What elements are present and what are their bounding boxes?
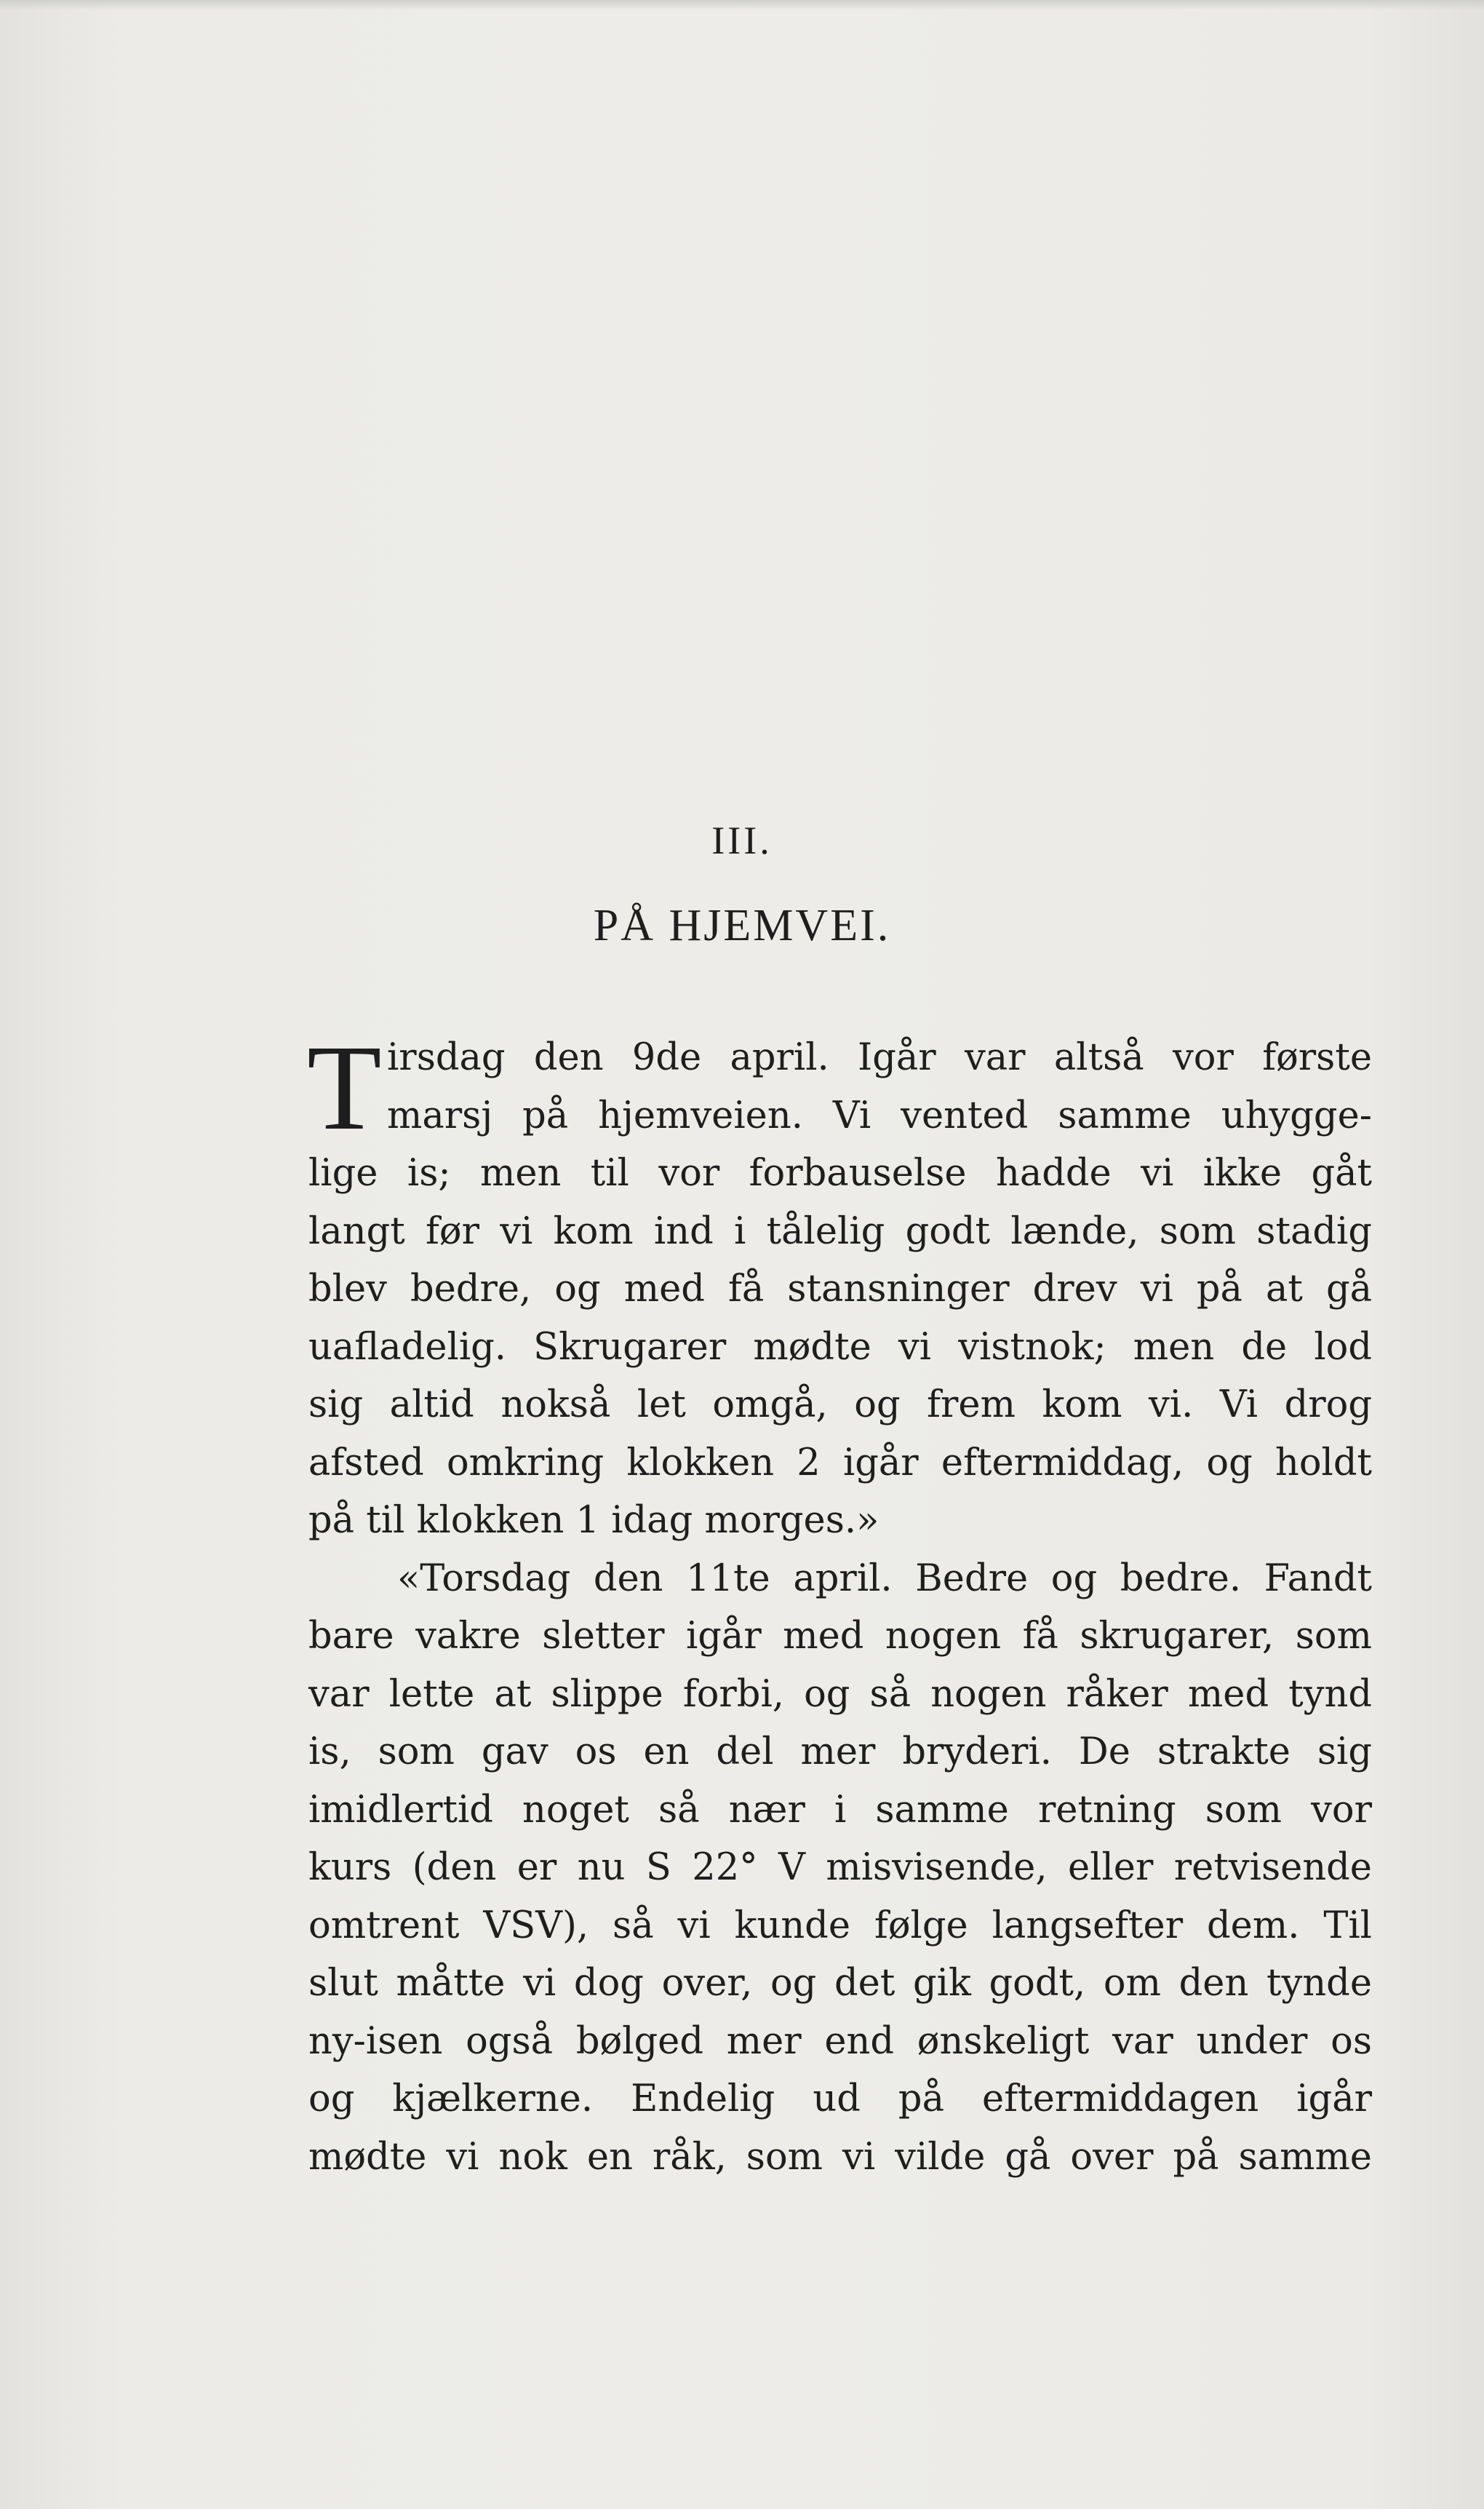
text-line-18: ny-isen også bølged mer end ønskeligt var under os — [308, 2019, 1372, 2063]
chapter-title: PÅ HJEMVEI. — [593, 901, 891, 950]
text-line-7: sig altid nokså let omgå, og frem kom vi. Vi drog — [308, 1383, 1372, 1426]
text-line-15: kurs (den er nu S 22° V misvisende, eller retvisende — [308, 1846, 1372, 1889]
text-line-4: langt før vi kom ind i tålelig godt lænde, som stadig — [308, 1209, 1372, 1253]
text-line-6: uafladelig. Skrugarer mødte vi vistnok; men de lod — [308, 1325, 1372, 1369]
text-line-19: og kjælkerne. Endelig ud på eftermiddagen igår — [308, 2077, 1372, 2120]
text-line-11: bare vakre sletter igår med nogen få skrugarer, som — [308, 1615, 1372, 1658]
text-line-1: irsdag den 9de april. Igår var altså vor første — [387, 1036, 1372, 1079]
text-line-20: mødte vi nok en råk, som vi vilde gå over på samme — [308, 2135, 1372, 2179]
page-top-edge — [0, 0, 1484, 10]
text-line-10: «Torsdag den 11te april. Bedre og bedre. Fandt — [397, 1556, 1372, 1600]
text-line-8: afsted omkring klokken 2 igår eftermiddag, og holdt — [308, 1441, 1372, 1484]
body-text — [307, 1020, 1372, 2186]
chapter-number: III. — [711, 819, 773, 862]
text-line-17: slut måtte vi dog over, og det gik godt, om den tynde — [308, 1962, 1372, 2005]
text-line-2: marsj på hjemveien. Vi vented samme uhygge- — [387, 1094, 1372, 1137]
text-line-12: var lette at slippe forbi, og så nogen råker med tynd — [308, 1672, 1372, 1716]
text-line-13: is, som gav os en del mer bryderi. De strakte sig — [308, 1730, 1372, 1773]
text-line-14: imidlertid noget så nær i samme retning som vor — [308, 1788, 1372, 1832]
text-line-5: blev bedre, og med få stansninger drev vi på at gå — [308, 1268, 1372, 1311]
text-line-3: lige is; men til vor forbauselse hadde vi ikke gåt — [308, 1152, 1372, 1195]
text-line-9: på til klokken 1 idag morges.» — [308, 1499, 879, 1542]
text-line-16: omtrent VSV), så vi kunde følge langsefter dem. Til — [308, 1904, 1372, 1947]
drop-cap: T — [307, 1020, 382, 1156]
